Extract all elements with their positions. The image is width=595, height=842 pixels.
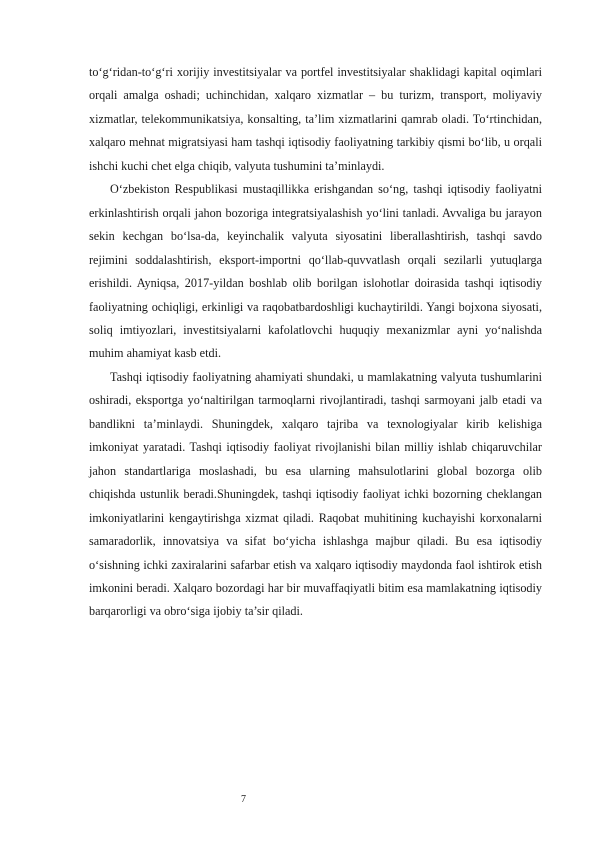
paragraph-2: O‘zbekiston Respublikasi mustaqillikka erishgandan so‘ng, tashqi iqtisodiy faoliyatni erkinlashtirish orqali jahon bozoriga integratsiyalashish yo‘lini tanladi. Avvaliga bu jarayon sekin kechgan bo‘lsa-da, keyinchalik valyuta siyosatini liberallashtirish, tashqi savdo rejimini soddalashtirish, eksport-importni qo‘llab-quvvatlash orqali sezilarli yutuqlarga erishildi. Ayniqsa, 2017-yildan boshlab olib borilgan islohotlar doirasida tashqi iqtisodiy faoliyatning ochiqligi, erkinligi va raqobatbardoshligi kuchaytirildi. Yangi bojxona siyosati, soliq imtiyozlari, investitsiyalarni kafolatlovchi huquqiy mexanizmlar ayni yo‘nalishda muhim ahamiyat kasb etdi. (89, 182, 542, 361)
body-text (89, 61, 542, 624)
paragraph-1: to‘g‘ridan-to‘g‘ri xorijiy investitsiyalar va portfel investitsiyalar shaklidagi kapital oqimlari orqali amalga oshadi; uchinchidan, xalqaro xizmatlar – bu turizm, transport, moliyaviy xizmatlar, telekommunikatsiya, konsalting, ta’lim xizmatlarini qamrab oladi. To‘rtinchidan, xalqaro mehnat migratsiyasi ham tashqi iqtisodiy faoliyatning tarkibiy qismi bo‘lib, u orqali ishchi kuchi chet elga chiqib, valyuta tushumini ta’minlaydi. (89, 65, 542, 173)
paragraph-3: Tashqi iqtisodiy faoliyatning ahamiyati shundaki, u mamlakatning valyuta tushumlarini oshiradi, eksportga yo‘naltirilgan tarmoqlarni rivojlantiradi, tashqi sarmoyani jalb etadi va bandlikni ta’minlaydi. Shuningdek, xalqaro tajriba va texnologiyalar kirib kelishiga imkoniyat yaratadi. Tashqi iqtisodiy faoliyat rivojlanishi bilan milliy ishlab chiqaruvchilar jahon standartlariga moslashadi, bu esa ularning mahsulotlarini global bozorga olib chiqishda ustunlik beradi.Shuningdek, tashqi iqtisodiy faoliyat ichki bozorning cheklangan imkoniyatlarini kengaytirishga xizmat qiladi. Raqobat muhitining kuchayishi korxonalarni samaradorlik, innovatsiya va sifat bo‘yicha ishlashga majbur qiladi. Bu esa iqtisodiy o‘sishning ichki zaxiralarini safarbar etish va xalqaro iqtisodiy maydonda faol ishtirok etish imkonini beradi. Xalqaro bozordagi har bir muvaffaqiyatli bitim esa mamlakatning iqtisodiy barqarorligi va obro‘siga ijobiy ta’sir qiladi. (89, 369, 542, 619)
page-number: 7 (241, 794, 246, 805)
